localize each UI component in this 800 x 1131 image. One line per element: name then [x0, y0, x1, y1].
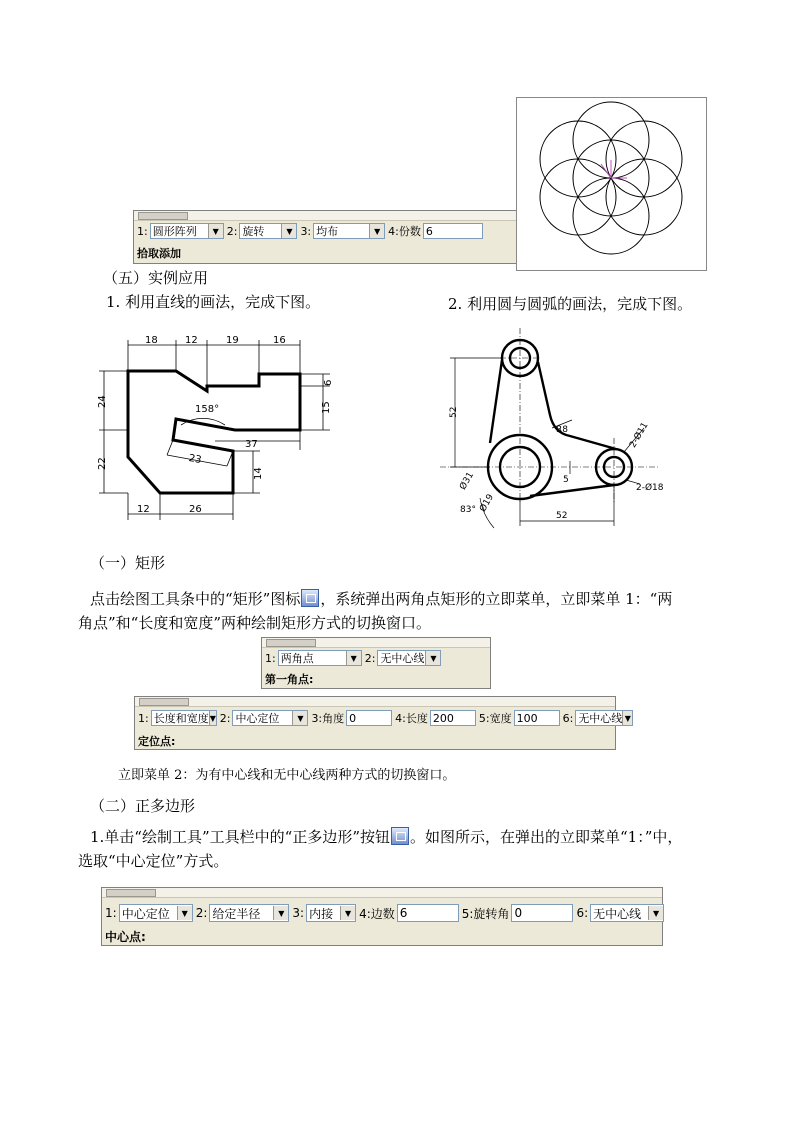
dropdown-value: 给定半径	[212, 906, 261, 921]
chevron-down-icon[interactable]: ▼	[622, 711, 632, 725]
dropdown-value: 中心定位	[235, 712, 280, 725]
angle-input[interactable]: 0	[346, 710, 392, 726]
length-label: 4:长度	[395, 712, 428, 725]
array-menu-row	[137, 223, 486, 239]
width-label: 5:宽度	[478, 712, 512, 725]
command-prompt: 拾取添加	[137, 247, 181, 260]
dim-6: 6	[323, 379, 334, 386]
chevron-down-icon[interactable]: ▼	[369, 224, 384, 238]
command-prompt: 定位点:	[138, 735, 176, 748]
dim-22: 22	[97, 457, 108, 470]
dim-18: 18	[145, 335, 158, 346]
dim-phi19: Ø19	[478, 492, 497, 514]
drawing-1	[85, 330, 345, 530]
dim-23: 23	[187, 453, 203, 467]
menu-index-3: 3:	[292, 906, 305, 920]
chevron-down-icon[interactable]: ▼	[177, 906, 192, 920]
poly-heading: （二）正多边形	[90, 797, 196, 815]
dim-24: 24	[97, 395, 108, 408]
menu-index-2: 2:	[195, 906, 208, 920]
dim-15: 15	[321, 401, 332, 414]
dim-37: 37	[245, 439, 258, 450]
count-input[interactable]: 6	[423, 223, 483, 239]
chevron-down-icon[interactable]: ▼	[273, 906, 288, 920]
count-label: 4:份数	[388, 225, 421, 238]
rect-paragraph-b: ，系统弹出两角点矩形的立即菜单，立即菜单 1：“两	[320, 590, 673, 608]
menu-index-1: 1:	[265, 651, 276, 665]
centerline-dropdown[interactable]	[575, 710, 633, 726]
angle-label: 3:角度	[311, 712, 345, 725]
sides-label: 4:边数	[359, 906, 395, 921]
menu-index-6: 6:	[576, 906, 589, 920]
inscribed-dropdown[interactable]	[306, 904, 356, 922]
dropdown-value: 中心定位	[121, 906, 170, 921]
dropdown-value: 均布	[316, 225, 339, 238]
chevron-down-icon[interactable]: ▼	[208, 224, 223, 238]
dim-14: 14	[253, 467, 264, 480]
menu-index-1: 1:	[105, 906, 117, 920]
chevron-down-icon[interactable]: ▼	[425, 651, 440, 665]
dim-2-phi18: 2-Ø18	[636, 483, 664, 493]
chevron-down-icon[interactable]: ▼	[340, 906, 355, 920]
menu-index-3: 3:	[300, 224, 312, 238]
menu-index-1: 1:	[137, 224, 148, 238]
rect-paragraph-a: 点击绘图工具条中的“矩形”图标	[90, 590, 301, 608]
rect-heading: （一）矩形	[90, 554, 166, 572]
sides-input[interactable]: 6	[397, 904, 459, 922]
poly-immediate-menu	[101, 887, 663, 946]
poly-paragraph-line1	[90, 825, 682, 849]
centerline-dropdown[interactable]	[377, 650, 441, 666]
circle-array-drawing	[517, 98, 706, 270]
dim-26: 26	[189, 504, 202, 515]
rectangle-tool-icon[interactable]	[301, 589, 319, 607]
dim-12-bottom: 12	[137, 504, 150, 515]
chevron-down-icon[interactable]: ▼	[648, 906, 663, 920]
dropdown-value: 内接	[309, 906, 334, 921]
dropdown-value: 无中心线	[380, 652, 425, 665]
menu-title-strip	[262, 638, 490, 648]
rect-note: 立即菜单 2：为有中心线和无中心线两种方式的切换窗口。	[118, 768, 456, 783]
poly-paragraph-b: 。如图所示，在弹出的立即菜单“1：”中，	[410, 828, 683, 846]
command-prompt: 第一角点:	[265, 673, 314, 686]
rect-paragraph-line1	[90, 587, 770, 611]
dropdown-value: 两角点	[280, 652, 314, 665]
dim-52-horizontal: 52	[556, 511, 568, 521]
menu-index-2: 2:	[226, 224, 238, 238]
exercise-2-text: 2. 利用圆与圆弧的画法，完成下图。	[448, 295, 693, 313]
dim-52-vertical: 52	[449, 406, 459, 418]
dim-12: 12	[185, 335, 198, 346]
chevron-down-icon[interactable]: ▼	[209, 711, 216, 725]
menu-index-1: 1:	[138, 711, 149, 725]
dim-2-phi11: 2-Ø11	[628, 420, 651, 450]
radius-mode-dropdown[interactable]	[209, 904, 289, 922]
polygon-tool-icon[interactable]	[391, 827, 409, 845]
rect-mode-dropdown[interactable]	[151, 710, 217, 726]
rotation-label: 5:旋转角	[461, 906, 510, 921]
position-mode-dropdown[interactable]	[232, 710, 308, 726]
dim-phi31: Ø31	[458, 470, 477, 492]
dropdown-value: 无中心线	[578, 712, 623, 725]
rect-immediate-menu-1	[261, 637, 491, 689]
dim-16: 16	[273, 335, 286, 346]
menu-title-strip	[135, 697, 615, 707]
command-prompt: 中心点:	[105, 930, 146, 944]
dim-5: 5	[563, 475, 569, 485]
rect-menu-1-row	[265, 650, 444, 666]
menu-tab[interactable]	[266, 639, 316, 647]
width-input[interactable]: 100	[514, 710, 560, 726]
array-type-dropdown[interactable]	[150, 223, 224, 239]
menu-index-6: 6:	[562, 711, 574, 725]
dropdown-value: 旋转	[242, 225, 265, 238]
array-immediate-menu	[133, 210, 518, 264]
dim-83-deg: 83°	[460, 505, 476, 515]
section-heading: （五）实例应用	[103, 269, 209, 287]
exercise-1-text: 1. 利用直线的画法，完成下图。	[106, 293, 321, 311]
circle-array-figure	[516, 97, 707, 271]
menu-tab[interactable]	[139, 698, 189, 706]
menu-tab[interactable]	[106, 889, 156, 897]
dim-19: 19	[226, 335, 239, 346]
menu-tab[interactable]	[138, 212, 188, 220]
position-mode-dropdown[interactable]	[119, 904, 193, 922]
rect-menu-2-row	[138, 710, 636, 726]
chevron-down-icon[interactable]: ▼	[292, 711, 307, 725]
menu-index-2: 2:	[364, 651, 376, 665]
dim-158-deg: 158°	[195, 404, 220, 415]
chevron-down-icon[interactable]: ▼	[346, 651, 361, 665]
drawing-2	[430, 328, 670, 533]
length-input[interactable]: 200	[430, 710, 476, 726]
distribution-dropdown[interactable]	[313, 223, 385, 239]
dropdown-value: 无中心线	[593, 906, 642, 921]
dim-r8: R8	[556, 425, 568, 435]
centerline-dropdown[interactable]	[590, 904, 664, 922]
poly-menu-row	[105, 904, 667, 922]
rotate-dropdown[interactable]	[239, 223, 297, 239]
poly-paragraph-line2: 选取“中心定位”方式。	[78, 852, 229, 870]
menu-title-strip	[134, 211, 517, 221]
rect-immediate-menu-2	[134, 696, 631, 750]
rotation-input[interactable]: 0	[511, 904, 573, 922]
chevron-down-icon[interactable]: ▼	[281, 224, 296, 238]
rect-paragraph-line2: 角点”和“长度和宽度”两种绘制矩形方式的切换窗口。	[78, 614, 432, 632]
dropdown-value: 圆形阵列	[152, 225, 197, 238]
menu-title-strip	[102, 888, 662, 898]
menu-index-2: 2:	[219, 711, 231, 725]
dropdown-value: 长度和宽度	[153, 712, 209, 725]
rect-mode-dropdown[interactable]	[278, 650, 362, 666]
poly-paragraph-a: 1.单击“绘制工具”工具栏中的“正多边形”按钮	[90, 828, 390, 846]
